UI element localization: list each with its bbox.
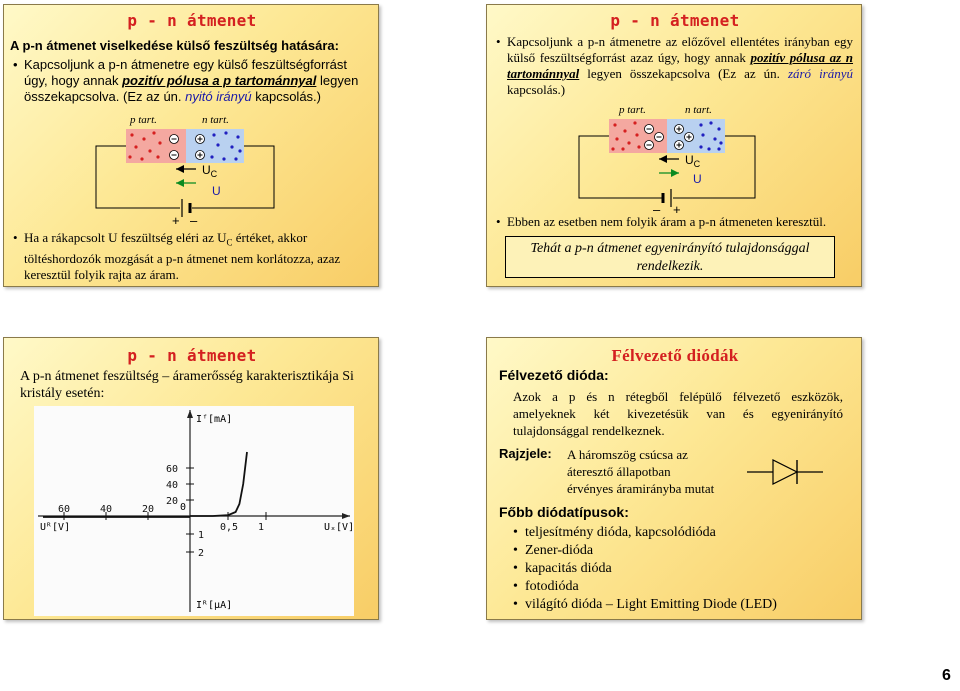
text-run: legyen összekapcsolva (Ez az ún. [579, 66, 788, 81]
slide-title: p - n átmenet [610, 11, 740, 30]
iv-characteristic-chart [34, 406, 354, 616]
origin-label: 0 [180, 502, 187, 513]
slide-semiconductor-diodes [486, 337, 862, 620]
y-label-reverse: Iᴿ[μA] [196, 600, 233, 611]
x-label-reverse: Uᴿ[V] [40, 522, 71, 533]
x-tick-label: 1 [258, 522, 265, 533]
keyword-text: záró irányú [787, 66, 854, 81]
x-tick-label: 40 [100, 504, 113, 515]
p-region-label: p tart. [130, 114, 157, 126]
u-arrow-head [176, 179, 184, 187]
y-tick-label: 60 [166, 464, 179, 475]
battery-minus: – [190, 213, 198, 228]
diode-types-list [497, 524, 847, 614]
diode-definition: Azok a p és n rétegből felépülő félvezető eszközök, amelyeknek két kivezetésük van és egyenirányító tulajdonsággal rendelkeznek. [513, 389, 843, 438]
n-region-label: n tart. [685, 104, 712, 116]
bullet-no-current: • Ebben az esetben nem folyik áram a p-n átmeneten keresztül. [493, 214, 855, 230]
slide-subtitle: A p-n átmenet viselkedése külső feszültség hatására: [10, 38, 339, 53]
emphasis-text: pozitív pólusa az n tartománnyal [507, 50, 854, 81]
slide-title: p - n átmenet [127, 346, 257, 365]
y-tick-label: 20 [166, 496, 179, 507]
uc-arrow-head [659, 155, 667, 163]
symbol-description: A háromszög csúcsa az áteresztő állapotban érvényes áramirányba mutat [567, 447, 715, 496]
n-region-label: n tart. [202, 114, 229, 126]
text-run: legyen összekapcsolva. (Ez az ún. [24, 73, 359, 104]
x-axis-arrow [342, 513, 350, 519]
subscript-c: C [226, 237, 233, 248]
reverse-bias-circuit [487, 103, 862, 215]
diode-type-item: • Zener-dióda [497, 542, 847, 560]
u-arrow-head [671, 169, 679, 177]
diode-type-item: • fotodióda [497, 578, 847, 596]
heading-types: Főbb diódatípusok: [499, 504, 629, 520]
y-tick-label: 2 [198, 548, 205, 559]
battery-minus: – [653, 202, 661, 215]
heading-diode: Félvezető dióda: [499, 367, 609, 383]
slide-title: p - n átmenet [127, 11, 257, 30]
emphasis-text: pozitív pólusa a p tartománnyal [122, 73, 317, 88]
slide-forward-bias [3, 4, 379, 287]
p-region-label: p tart. [619, 104, 646, 116]
heading-symbol: Rajzjele: [499, 446, 552, 461]
text-run: kapcsolás.) [507, 82, 566, 97]
u-label: U [212, 184, 221, 198]
y-tick-label: 40 [166, 480, 179, 491]
text-run: Kapcsoljunk a p-n átmenetre az előzővel ellentétes irányban egy külső feszültségforrást azaz úgy, hogy annak [507, 34, 853, 65]
battery-plus: + [172, 213, 180, 228]
uc-arrow-head [176, 165, 184, 173]
x-label-forward: Uₓ[V] [324, 522, 354, 533]
keyword-text: nyitó irányú [185, 89, 252, 104]
diode-type-item: • teljesítmény dióda, kapcsolódióda [497, 524, 847, 542]
forward-bias-circuit [4, 113, 379, 233]
bullet-threshold-text [10, 230, 372, 283]
text-run: kapcsolás.) [251, 89, 321, 104]
x-tick-label: 20 [142, 504, 155, 515]
conclusion-text: Tehát a p-n átmenet egyenirányító tulajdonsággal rendelkezik. [530, 241, 810, 274]
u-label: U [693, 172, 702, 186]
diode-type-item: • világító dióda – Light Emitting Diode (LED) [497, 596, 847, 614]
forward-curve [190, 452, 247, 516]
diode-type-item: • kapacitás dióda [497, 560, 847, 578]
slide-reverse-bias [486, 4, 862, 287]
bullet-forward-text [10, 57, 372, 105]
chart-description: A p-n átmenet feszültség – áramerősség karakterisztikája Si kristály esetén: [20, 369, 354, 401]
page-number: 6 [942, 667, 951, 684]
y-axis-arrow [187, 410, 193, 418]
text-run: Kapcsoljunk a p-n átmenetre egy külső feszültségforrást úgy, hogy annak [24, 57, 348, 88]
y-label-forward: Iᶠ[mA] [196, 414, 233, 425]
bullet-reverse-text [493, 34, 853, 98]
x-tick-label: 60 [58, 504, 71, 515]
slide-title: Félvezető diódák [611, 346, 739, 365]
x-tick-label: 0,5 [220, 522, 239, 533]
text-run: Ha a rákapcsolt U feszültség eléri az U [24, 230, 227, 245]
text-run: értéket, akkor töltéshordozók mozgását a p-n átmenet nem korlátozza, azaz keresztül folyik rajta az áram. [24, 230, 341, 282]
y-tick-label: 1 [198, 530, 205, 541]
diode-symbol-icon [745, 456, 825, 488]
uc-label: $U_C$ [685, 153, 701, 169]
conclusion-box [505, 236, 835, 278]
slide-iv-characteristic [3, 337, 379, 620]
uc-label: $U_C$ [202, 163, 218, 179]
battery-plus: + [673, 202, 681, 215]
